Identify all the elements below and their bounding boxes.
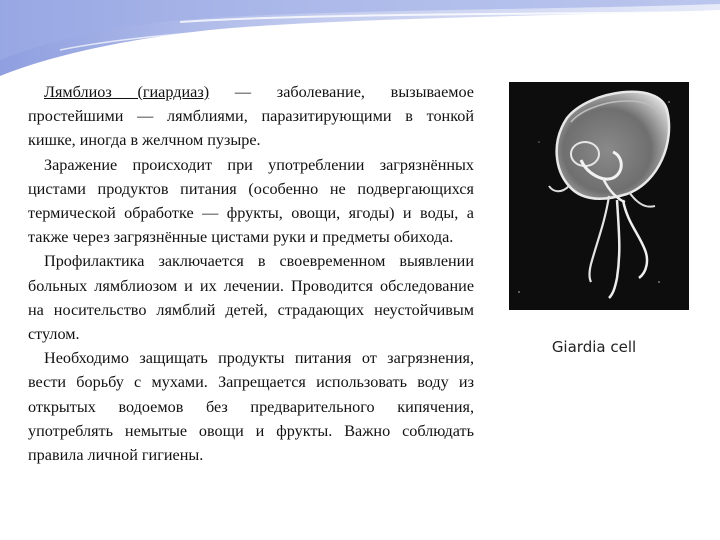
disease-term: Лямблиоз (гиардиаз) [44,83,210,101]
paragraph-hygiene: Необходимо защищать продукты питания от загрязнения, вести борьбу с мухами. Запрещается использовать воду из открытых водоемов без предварительного кипячения, употреблять немытые овощи и фрукты. Важно соблюдать правила личной гигиены. [28,349,474,465]
paragraph-infection: Заражение происходит при употреблении загрязнённых цистами продуктов питания (особенно не подвергающихся термической обработке — фрукты, овощи, ягоды) и воды, а также через загрязнённые цистами руки и предметы обихода. [28,155,474,247]
header-wave-decoration [0,0,720,80]
figure-caption: Giardia cell [551,338,637,356]
definition-text: — заболевание, вызываемое простейшими — лямблиями, паразитирующими в тонкой кишке, иногда в желчном пузыре. [28,83,474,150]
main-text [28,80,474,467]
giardia-photo [509,82,689,310]
paragraph-prevention: Профилактика заключается в своевременном выявлении больных лямблиозом и их лечении. Проводится обследование на носительство лямблий детей, страдающих неустойчивым стулом. [28,252,474,344]
giardia-micrograph-icon [509,82,689,310]
paragraph-definition [28,80,474,153]
